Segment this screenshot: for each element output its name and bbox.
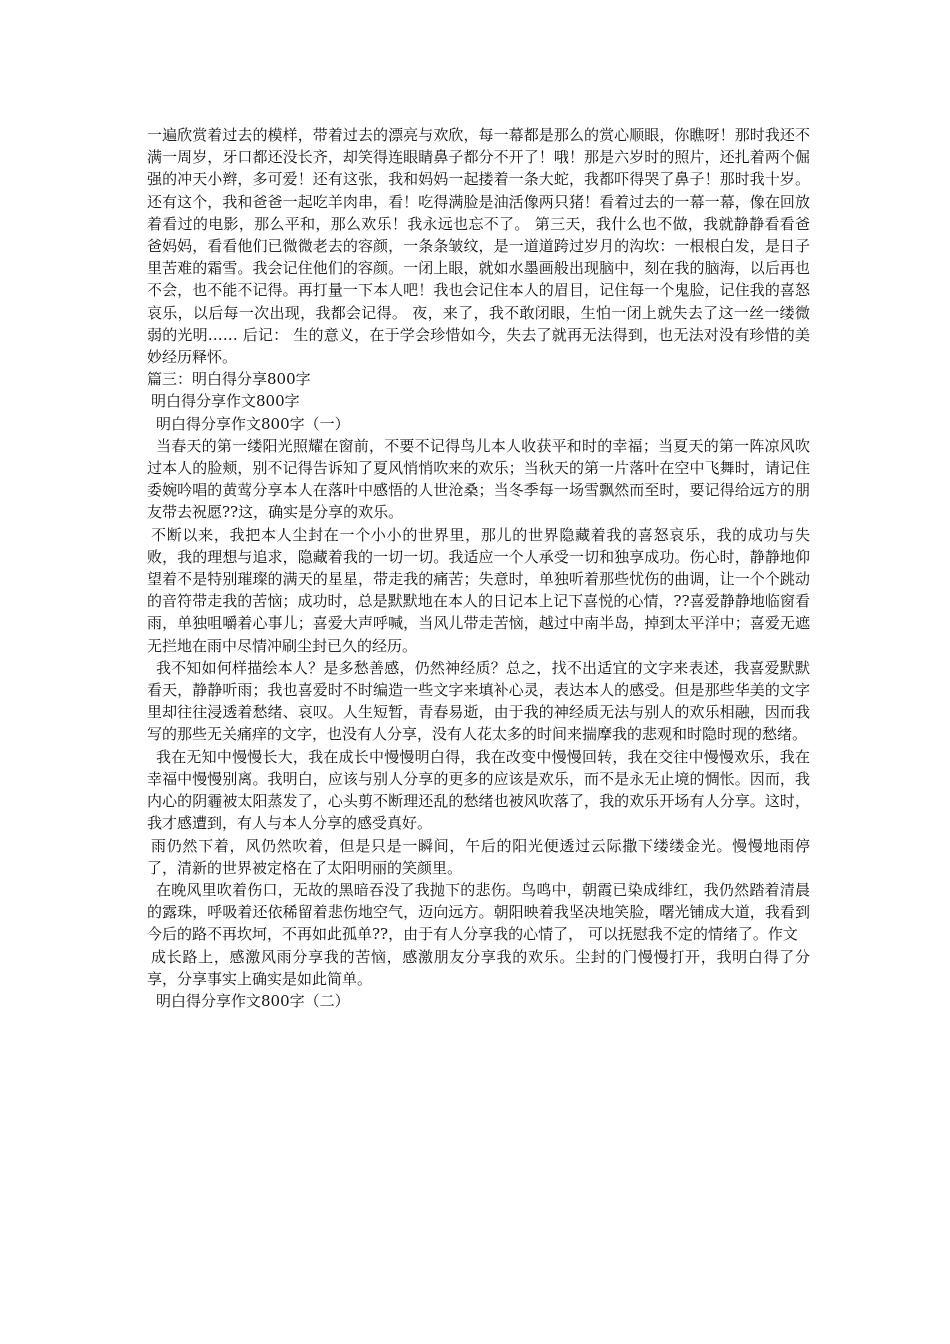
essay-subtitle: 明白得分享作文800字（一）	[156, 414, 350, 433]
body-paragraph: 一遍欣赏着过去的模样，带着过去的漂亮与欢欣，每一幕都是那么的赏心顺眼，你瞧呀！那时我还不满一周岁，牙口都还没长齐，却笑得连眼睛鼻子都分不开了！哦！那是六岁时的照片，还扎着两个倔强的冲天小辫，多可爱！还有这张，我和妈妈一起搂着一条大蛇，我都吓得哭了鼻子！那时我十岁。还有这个，我和爸爸一起吃羊肉串，看！吃得满脸是油活像两只猪！看着过去的一幕一幕，像在回放着看过的电影，那么平和，那么欢乐！我永远也忘不了。 第三天，我什么也不做，我就静静看看爸爸妈妈，看看他们已微微老去的容颜，一条条皱纹，是一道道跨过岁月的沟坎：一根根白发，是日子里苦难的霜雪。我会记住他们的容颜。一闭上眼，就如水墨画般出现脑中，刻在我的脑海，以后再也不会，也不能不记得。再打量一下本人吧！我也会记住本人的眉目，记住每一个鬼脸，记住我的喜怒哀乐，以后每一次出现，我都会记得。 夜，来了，我不敢闭眼，生怕一闭上就失去了这一丝一缕微弱的光明…… 后记： 生的意义，在于学会珍惜如今，失去了就再无法得到，也无法对没有珍惜的美妙经历释怀。	[147, 126, 810, 367]
body-paragraph: 不断以来，我把本人尘封在一个小小的世界里，那儿的世界隐藏着我的喜怒哀乐，我的成功与失败，我的理想与追求，隐藏着我的一切一切。我适应一个人承受一切和独享成功。伤心时，静静地仰望着不是特别璀璨的满天的星星，带走我的痛苦；失意时，单独听着那些忧伤的曲调，让一个个跳动的音符带走我的苦恼；成功时，总是默默地在本人的日记本上记下喜悦的心情，??喜爱静静地临窗看雨，单独咀嚼着心事儿；喜爱大声呼喊，当风儿带走苦恼，越过中南半岛，掉到太平洋中；喜爱无遮无拦地在雨中尽情冲刷尘封已久的经历。	[147, 525, 810, 655]
body-paragraph: 在晚风里吹着伤口，无故的黑暗吞没了我抛下的悲伤。鸟鸣中，朝霞已染成绯红，我仍然踏着清晨的露珠，呼吸着还依稀留着悲伤地空气，迈向远方。朝阳映着我坚决地笑脸，曙光铺成大道，我看到今后的路不再坎坷，不再如此孤单??，由于有人分享我的心情了， 可以抚慰我不定的情绪了。作文	[147, 880, 810, 944]
section-heading: 篇三：明白得分享800字	[147, 370, 311, 389]
document-page	[147, 124, 810, 1012]
essay-subtitle: 明白得分享作文800字（二）	[156, 991, 350, 1010]
body-paragraph: 我不知如何样描绘本人？是多愁善感，仍然神经质？总之，找不出适宜的文字来表述，我喜爱默默看天，静静听雨；我也喜爱时不时编造一些文字来填补心灵，表达本人的感受。但是那些华美的文字里却往往浸透着愁绪、哀叹。人生短暂，青春易逝，由于我的神经质无法与别人的欢乐相融，因而我写的那些无关痛痒的文字，也没有人分享，没有人花太多的时间来揣摩我的悲观和时隐时现的愁绪。	[147, 658, 810, 744]
body-paragraph: 雨仍然下着，风仍然吹着，但是只是一瞬间，午后的阳光便透过云际撒下缕缕金光。慢慢地雨停了，清新的世界被定格在了太阳明丽的笑颜里。	[147, 836, 810, 877]
body-paragraph: 我在无知中慢慢长大，我在成长中慢慢明白得，我在改变中慢慢回转，我在交往中慢慢欢乐，我在幸福中慢慢别离。我明白，应该与别人分享的更多的应该是欢乐，而不是永无止境的惆怅。因而，我内心的阴霾被太阳蒸发了，心头剪不断理还乱的愁绪也被风吹落了，我的欢乐开场有人分享。这时，我才感遭到，有人与本人分享的感受真好。	[147, 747, 810, 833]
essay-title: 明白得分享作文800字	[151, 392, 300, 411]
body-paragraph: 成长路上，感激风雨分享我的苦恼，感激朋友分享我的欢乐。尘封的门慢慢打开，我明白得了分享，分享事实上确实是如此简单。	[147, 947, 810, 988]
body-paragraph: 当春天的第一缕阳光照耀在窗前，不要不记得鸟儿本人收获平和时的幸福；当夏天的第一阵凉风吹过本人的脸颊，别不记得告诉知了夏风悄悄吹来的欢乐；当秋天的第一片落叶在空中飞舞时，请记住委婉吟唱的黄莺分享本人在落叶中感悟的人世沧桑；当冬季每一场雪飘然而至时，要记得给远方的朋友带去祝愿??这，确实是分享的欢乐。	[147, 436, 810, 522]
